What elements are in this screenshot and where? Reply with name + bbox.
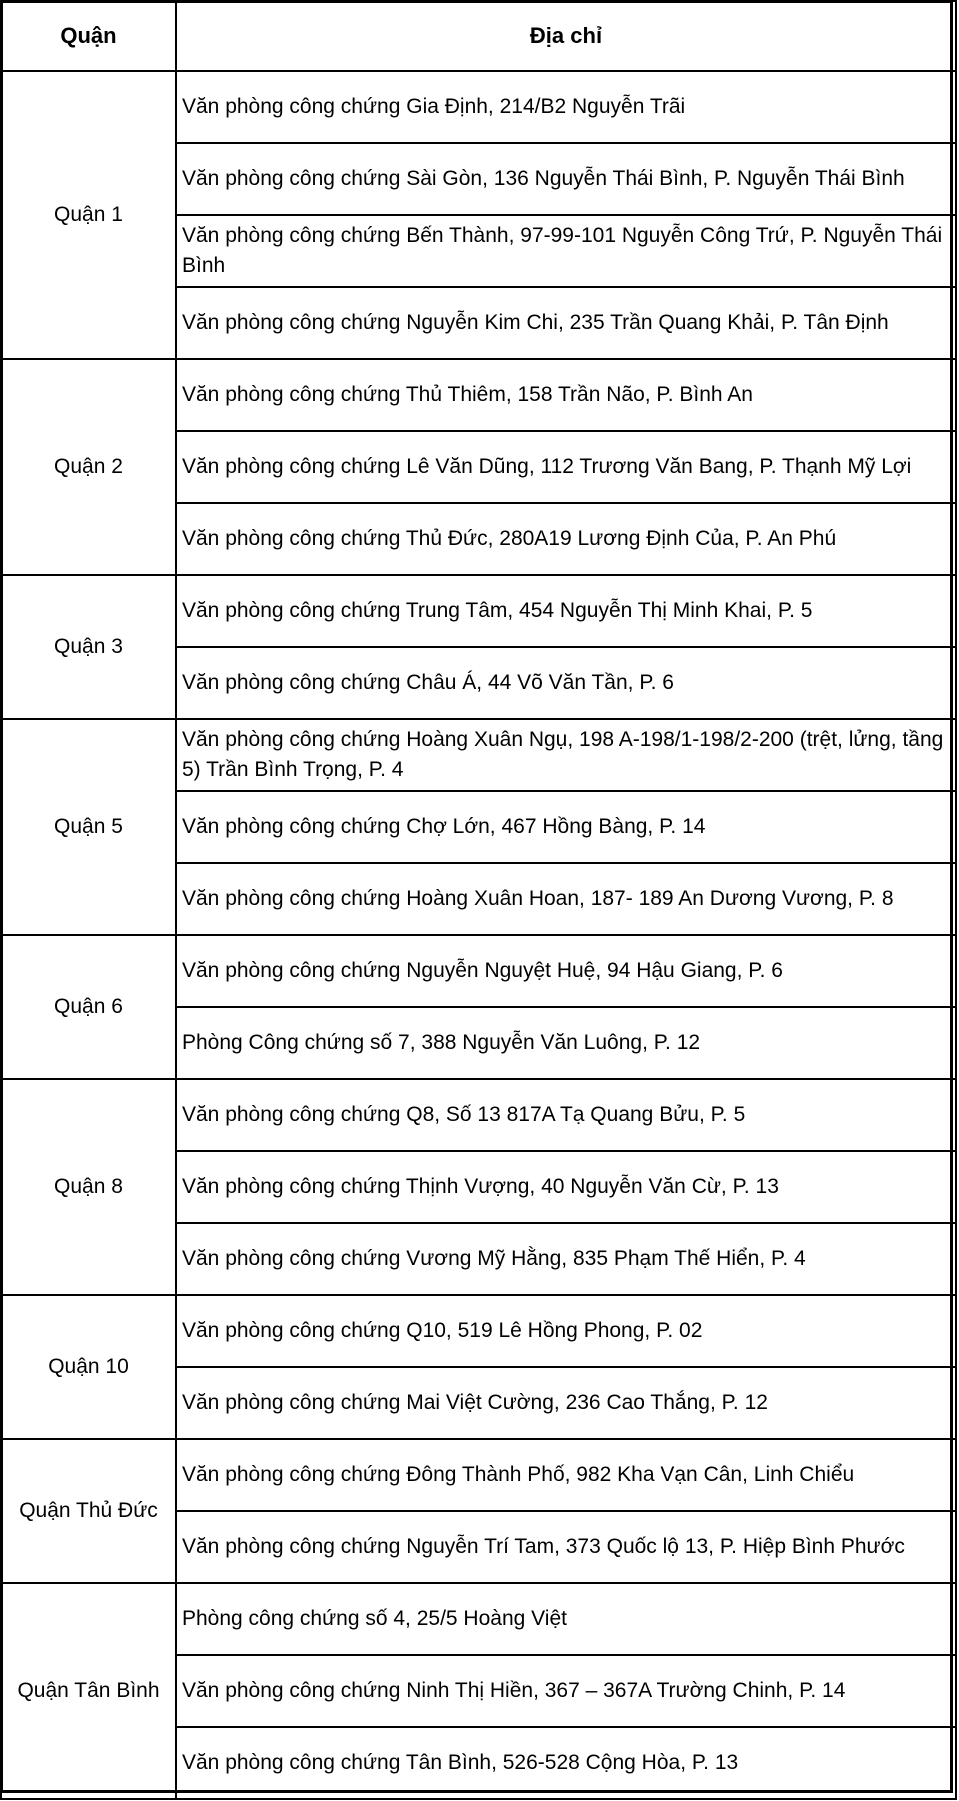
table-body	[1, 71, 956, 1799]
address-cell: Văn phòng công chứng Nguyễn Kim Chi, 235 Trần Quang Khải, P. Tân Định	[176, 287, 956, 359]
address-cell: Văn phòng công chứng Bến Thành, 97-99-101 Nguyễn Công Trứ, P. Nguyễn Thái Bình	[176, 215, 956, 287]
address-cell: Văn phòng công chứng Ninh Thị Hiền, 367 – 367A Trường Chinh, P. 14	[176, 1655, 956, 1727]
district-cell: Quận Thủ Đức	[1, 1439, 176, 1583]
address-cell: Phòng công chứng số 4, 25/5 Hoàng Việt	[176, 1583, 956, 1655]
address-cell: Văn phòng công chứng Châu Á, 44 Võ Văn Tần, P. 6	[176, 647, 956, 719]
district-cell: Quận 5	[1, 719, 176, 935]
table-row	[1, 935, 956, 1007]
address-cell: Văn phòng công chứng Thủ Đức, 280A19 Lương Định Của, P. An Phú	[176, 503, 956, 575]
address-cell: Văn phòng công chứng Nguyễn Nguyệt Huệ, 94 Hậu Giang, P. 6	[176, 935, 956, 1007]
address-cell: Văn phòng công chứng Thịnh Vượng, 40 Nguyễn Văn Cừ, P. 13	[176, 1151, 956, 1223]
table-row	[1, 719, 956, 791]
table-row	[1, 1439, 956, 1511]
address-cell: Văn phòng công chứng Chợ Lớn, 467 Hồng Bàng, P. 14	[176, 791, 956, 863]
address-cell: Văn phòng công chứng Đông Thành Phố, 982 Kha Vạn Cân, Linh Chiểu	[176, 1439, 956, 1511]
district-cell: Quận 3	[1, 575, 176, 719]
table-row	[1, 575, 956, 647]
address-cell: Văn phòng công chứng Vương Mỹ Hằng, 835 Phạm Thế Hiển, P. 4	[176, 1223, 956, 1295]
table-row	[1, 1583, 956, 1655]
address-cell: Văn phòng công chứng Lê Văn Dũng, 112 Trương Văn Bang, P. Thạnh Mỹ Lợi	[176, 431, 956, 503]
column-header-district: Quận	[1, 1, 176, 71]
address-cell: Văn phòng công chứng Tân Bình, 526-528 Cộng Hòa, P. 13	[176, 1727, 956, 1799]
address-cell: Văn phòng công chứng Q10, 519 Lê Hồng Phong, P. 02	[176, 1295, 956, 1367]
table-row	[1, 71, 956, 143]
table-row	[1, 1079, 956, 1151]
district-cell: Quận 6	[1, 935, 176, 1079]
district-cell: Quận 1	[1, 71, 176, 359]
address-cell: Văn phòng công chứng Nguyễn Trí Tam, 373 Quốc lộ 13, P. Hiệp Bình Phước	[176, 1511, 956, 1583]
table-header-row	[1, 1, 956, 71]
district-cell: Quận 2	[1, 359, 176, 575]
district-cell: Quận 8	[1, 1079, 176, 1295]
table-row	[1, 1295, 956, 1367]
column-header-address: Địa chỉ	[176, 1, 956, 71]
address-cell: Văn phòng công chứng Sài Gòn, 136 Nguyễn Thái Bình, P. Nguyễn Thái Bình	[176, 143, 956, 215]
table-row	[1, 359, 956, 431]
address-cell: Phòng Công chứng số 7, 388 Nguyễn Văn Luông, P. 12	[176, 1007, 956, 1079]
address-cell: Văn phòng công chứng Thủ Thiêm, 158 Trần Não, P. Bình An	[176, 359, 956, 431]
address-cell: Văn phòng công chứng Q8, Số 13 817A Tạ Quang Bửu, P. 5	[176, 1079, 956, 1151]
address-cell: Văn phòng công chứng Mai Việt Cường, 236 Cao Thắng, P. 12	[176, 1367, 956, 1439]
district-cell: Quận Tân Bình	[1, 1583, 176, 1799]
district-cell: Quận 10	[1, 1295, 176, 1439]
address-cell: Văn phòng công chứng Hoàng Xuân Ngụ, 198 A-198/1-198/2-200 (trệt, lửng, tầng 5) Trần Bình Trọng, P. 4	[176, 719, 956, 791]
address-cell: Văn phòng công chứng Hoàng Xuân Hoan, 187- 189 An Dương Vương, P. 8	[176, 863, 956, 935]
address-cell: Văn phòng công chứng Trung Tâm, 454 Nguyễn Thị Minh Khai, P. 5	[176, 575, 956, 647]
address-cell: Văn phòng công chứng Gia Định, 214/B2 Nguyễn Trãi	[176, 71, 956, 143]
